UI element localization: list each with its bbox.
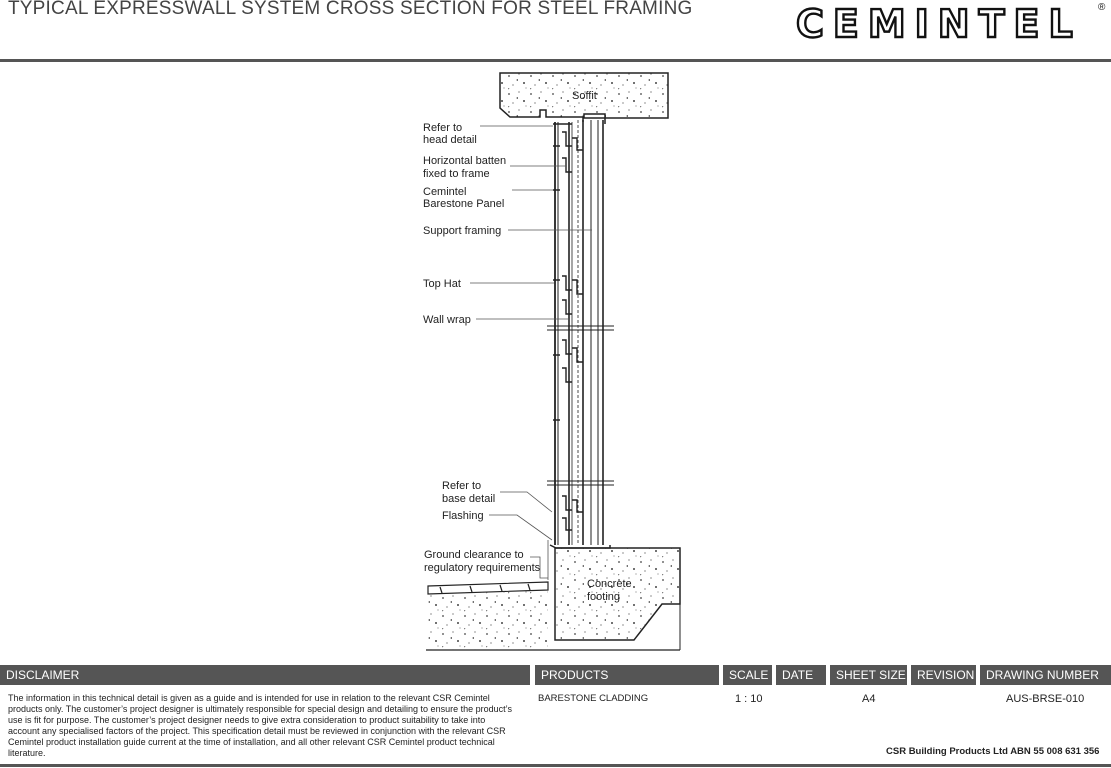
registered-mark: ® xyxy=(1098,2,1106,13)
date-header: DATE xyxy=(776,665,826,685)
label-flashing: Flashing xyxy=(442,510,484,522)
label-wall-wrap: Wall wrap xyxy=(423,314,471,326)
company-abn: CSR Building Products Ltd ABN 55 008 631 356 xyxy=(886,746,1100,757)
label-support-framing: Support framing xyxy=(423,225,502,237)
footer-divider xyxy=(0,764,1111,767)
sheet-size-header: SHEET SIZE xyxy=(830,665,907,685)
label-concrete-footing-1: Concrete xyxy=(587,578,632,590)
label-horizontal-batten-2: fixed to frame xyxy=(423,168,490,180)
drawing-number-value: AUS-BRSE-010 xyxy=(1006,693,1085,705)
revision-header: REVISION xyxy=(911,665,976,685)
label-horizontal-batten-1: Horizontal batten xyxy=(423,155,507,167)
scale-header: SCALE xyxy=(723,665,772,685)
products-value: BARESTONE CLADDING xyxy=(538,693,649,704)
disclaimer-header: DISCLAIMER xyxy=(0,665,530,685)
cross-section-drawing xyxy=(0,62,1111,662)
drawing-title: TYPICAL EXPRESSWALL SYSTEM CROSS SECTION FOR STEEL FRAMING xyxy=(8,0,693,19)
label-ground-clearance-2: regulatory requirements xyxy=(424,562,541,574)
leader-lines xyxy=(470,126,592,580)
label-refer-head-2: head detail xyxy=(423,134,477,146)
drawing-number-header: DRAWING NUMBER xyxy=(980,665,1111,685)
label-concrete-footing-2: footing xyxy=(587,591,621,603)
label-refer-base-2: base detail xyxy=(442,493,496,505)
label-top-hat: Top Hat xyxy=(423,278,461,290)
label-ground-clearance-1: Ground clearance to xyxy=(424,549,524,561)
cemintel-logo: CEMINTEL xyxy=(796,2,1082,46)
label-cemintel-panel-2: Barestone Panel xyxy=(423,198,505,210)
products-header: PRODUCTS xyxy=(535,665,719,685)
sheet-size-value: A4 xyxy=(862,693,876,705)
label-refer-base-1: Refer to xyxy=(442,480,482,492)
label-soffit: Soffit xyxy=(572,90,597,102)
disclaimer-text: The information in this technical detail is given as a guide and is intended for use in relation to the relevant CSR Cemintel products only. The customer’s project designer is ultimately responsible for special design and detailing to ensure the product’s use is fit for purpose. The customer’s project designer needs to give extra consideration to product suitability to take into account any specialised factors of the project. This specification detail must be reviewed in conjunction with the relevant CSR Cemintel product installation guide current at the time of installation, and all other relevant CSR Cemintel product technical literature. xyxy=(8,693,512,758)
break-lines xyxy=(547,326,614,485)
label-refer-head-1: Refer to xyxy=(423,122,463,134)
scale-value: 1 : 10 xyxy=(735,693,763,705)
label-cemintel-panel-1: Cemintel xyxy=(423,186,467,198)
